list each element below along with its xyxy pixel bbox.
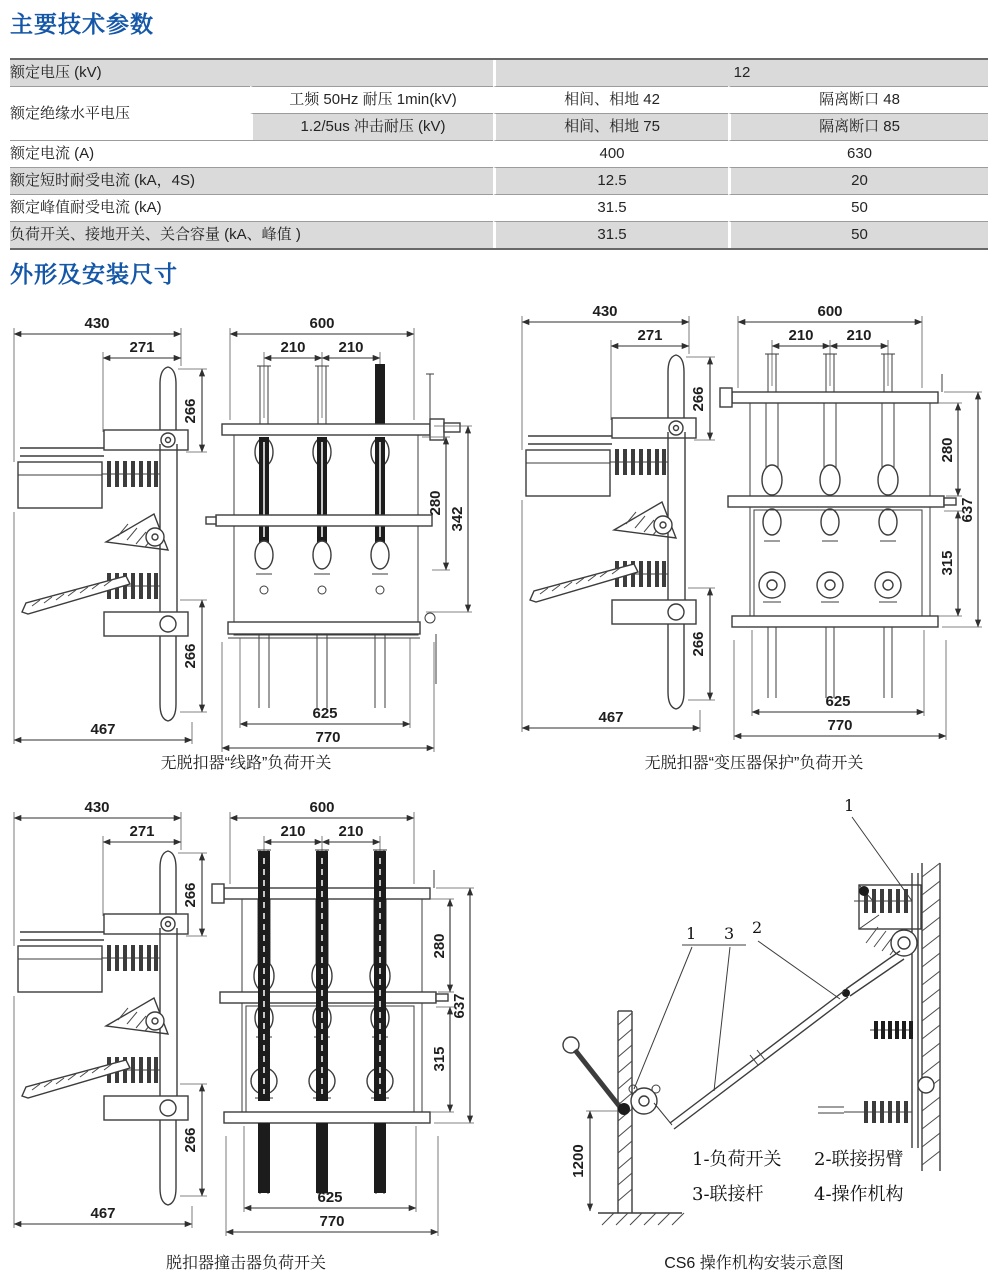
callout-label: 2 <box>752 918 763 937</box>
param-value: 12 <box>493 60 988 86</box>
dim-label: 342 <box>449 506 466 532</box>
param-value: 400 <box>493 140 728 167</box>
drawing-transformer-protection-switch <box>514 300 994 750</box>
section-title-main-params: 主要技术参数 <box>10 11 154 37</box>
front-view-drawing <box>206 315 472 752</box>
table-row <box>10 221 988 248</box>
param-sub-label: 工频 50Hz 耐压 1min(kV) <box>250 86 493 113</box>
tech-params-table-wrap <box>10 58 988 250</box>
param-value: 31.5 <box>493 194 728 221</box>
table-row <box>10 194 988 221</box>
drawing-cs6-installation <box>514 793 994 1243</box>
dim-label: 210 <box>280 339 306 356</box>
dimension-1200 <box>570 1111 618 1211</box>
caption-line-load-switch: 无脱扣器“线路”负荷开关 <box>160 755 332 772</box>
callout-label: 1 <box>844 796 855 815</box>
fuse-bars <box>258 851 386 1193</box>
table-row <box>10 167 988 194</box>
table-row <box>10 60 988 86</box>
param-label: 额定短时耐受电流 (kA，4S) <box>10 167 493 194</box>
legend <box>692 1149 904 1205</box>
legend-item-operating-mechanism: 4-操作机构 <box>814 1184 904 1205</box>
param-value: 50 <box>728 221 988 248</box>
param-value: 20 <box>728 167 988 194</box>
param-sub-label: 1.2/5us 冲击耐压 (kV) <box>250 113 493 140</box>
legend-item-crank-arm: 2-联接拐臂 <box>814 1149 904 1170</box>
load-switch-body <box>818 873 934 1148</box>
param-label: 额定绝缘水平电压 <box>10 86 250 140</box>
table-row <box>10 86 988 113</box>
param-value: 31.5 <box>493 221 728 248</box>
param-value: 隔离断口 48 <box>728 86 988 113</box>
param-value: 630 <box>728 140 988 167</box>
param-label: 额定电压 (kV) <box>10 60 493 86</box>
tech-params-table <box>10 60 988 248</box>
param-value: 相间、相地 42 <box>493 86 728 113</box>
operating-mechanism <box>563 1011 684 1225</box>
legend-item-connecting-rod: 3-联接杆 <box>692 1184 764 1205</box>
caption-transformer-protection-switch: 无脱扣器“变压器保护”负荷开关 <box>644 755 864 772</box>
dim-label: 1200 <box>570 1144 587 1178</box>
drawing-striker-trip-switch <box>6 796 486 1246</box>
param-label: 额定电流 (A) <box>10 140 493 167</box>
legend-item-load-switch: 1-负荷开关 <box>692 1149 782 1170</box>
table-row <box>10 140 988 167</box>
dim-label: 770 <box>315 729 341 746</box>
callout-label: 3 <box>724 924 735 943</box>
dim-label: 210 <box>338 339 364 356</box>
callouts <box>634 796 912 1091</box>
param-value: 50 <box>728 194 988 221</box>
wall-right <box>922 863 940 1171</box>
callout-label: 1 <box>686 924 697 943</box>
dim-label: 280 <box>427 490 444 516</box>
param-value: 相间、相地 75 <box>493 113 728 140</box>
caption-striker-trip-switch: 脱扣器撞击器负荷开关 <box>165 1255 326 1272</box>
dim-label: 600 <box>309 315 335 332</box>
param-label: 负荷开关、接地开关、关合容量 (kA、峰值 ) <box>10 221 493 248</box>
param-value: 隔离断口 85 <box>728 113 988 140</box>
drawing-line-load-switch <box>6 312 486 762</box>
dim-label: 625 <box>312 705 338 722</box>
caption-cs6-installation: CS6 操作机构安装示意图 <box>664 1255 844 1272</box>
section-title-dimensions: 外形及安装尺寸 <box>10 261 178 287</box>
connecting-rod <box>670 991 848 1129</box>
param-value: 12.5 <box>493 167 728 194</box>
param-label: 额定峰值耐受电流 (kA) <box>10 194 493 221</box>
